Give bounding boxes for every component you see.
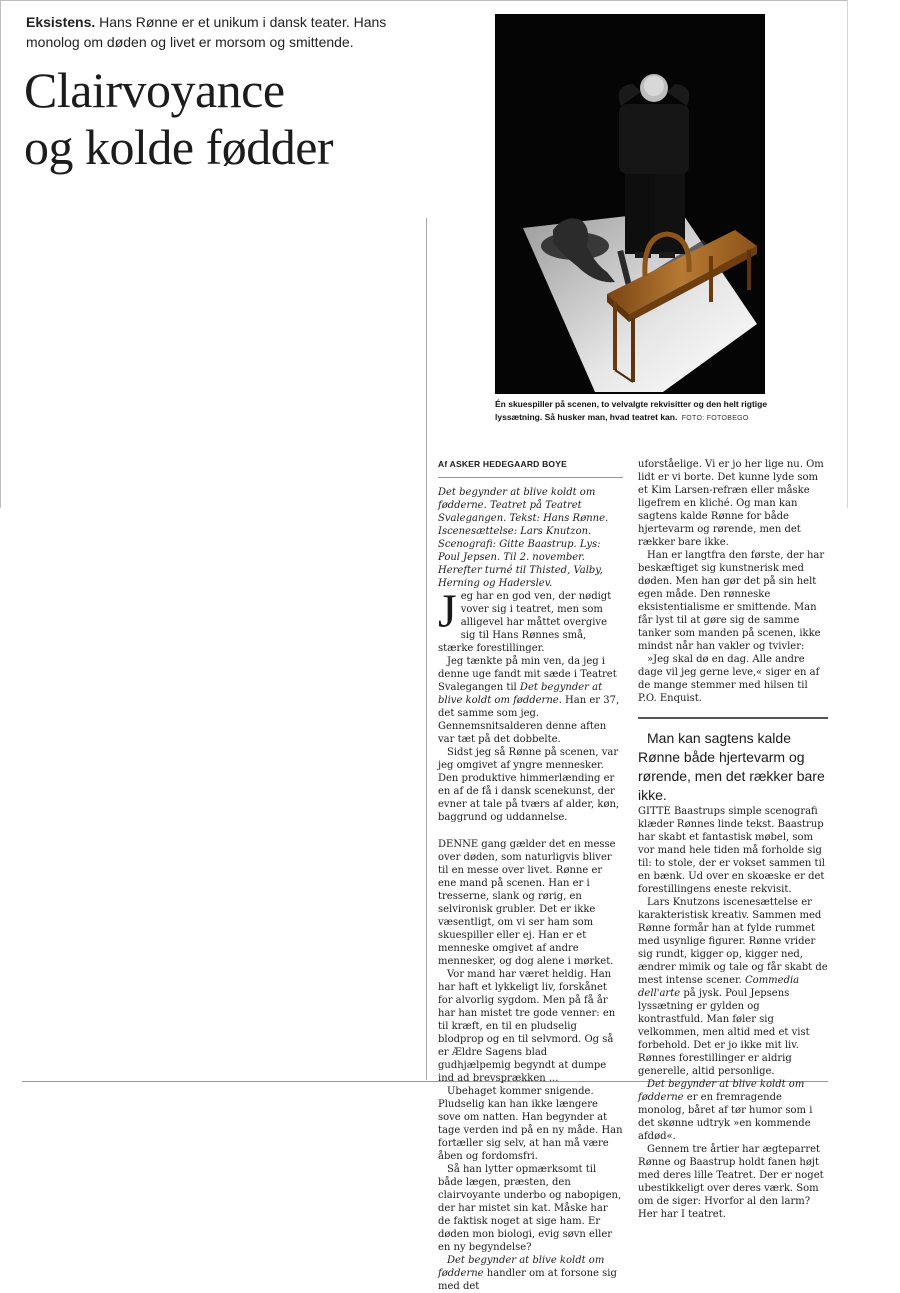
body-p8-b: handler om at forsone sig med det — [438, 1268, 617, 1292]
page-border-top — [0, 0, 848, 1]
article-column-1 — [438, 458, 623, 1293]
body-paragraph — [438, 1254, 623, 1293]
body-paragraph: Sidst jeg så Rønne på scenen, var jeg omgivet af yngre mennesker. Den produktive himmerlænding er en af de få i dansk scenekunst, der evner at tale på tværs af alder, køn, baggrund og uddannelse. — [438, 747, 620, 823]
photo-credit: FOTO: FOTOBEGO — [681, 415, 749, 422]
body-paragraph: Han er langtfra den første, der har beskæftiget sig kunstnerisk med døden. Men han gør det på sin helt egen måde. Den rønneske eksistentialisme er smittende. Man får lyst til at gøre sig de samme tanker som manden på scenen, ikke mindst når han vakler og tvivler: — [638, 550, 825, 652]
commedia-term: Commedia dell'arte — [638, 975, 800, 999]
kicker-label: Eksistens. — [26, 14, 96, 30]
body-p2-a: Jeg tænkte på min ven, da jeg i denne uge fandt mit sæde i Teatret Svalegangen til — [438, 656, 617, 693]
page-border-right — [847, 0, 848, 508]
headline — [24, 62, 444, 176]
pullquote-rule — [638, 717, 828, 719]
body-c2-p5-b: på jysk. Poul Jepsens lyssætning er gylden og kontrastfuld. Man føler sig velkommen, men altid med et vist forbehold. Det er jo ikke mit liv. Rønnes forestillinger er aldrig generelle, altid personlige. — [638, 988, 810, 1077]
body-paragraph: DENNE gang gælder det en messe over døden, som naturligvis bliver til en messe over livet. Rønne er ene mand på scenen. Han er i tresserne, slank og rørig, en selvironisk grubler. Det er ikke væsentligt, om vi ser ham som skuespiller eller ej. Han er et menneske omgivet af andre mennesker, og dog alene i mørket. — [438, 839, 616, 967]
body-paragraph: uforståelige. Vi er jo her lige nu. Om lidt er vi borte. Det kunne lyde som et Kim Larsen-refræn eller måske ligefrem en kliché. Og man kan sagtens kalde Rønne for både hjertevarm og rørende, men det rækker bare ikke. — [638, 459, 824, 548]
body-paragraph — [638, 1078, 828, 1143]
play-title: Det begynder at blive koldt om fødderne — [638, 1079, 805, 1103]
article-column-2 — [638, 458, 828, 1221]
body-paragraph: Så han lytter opmærksomt til både lægen, præsten, den clairvoyante underbo og nabopigen, der har mistet sin kat. Måske har de faktisk noget at sige ham. Er døden mon biologi, evig søvn eller en ny begyndelse? — [438, 1164, 622, 1253]
play-title: Det begynder at blive koldt om fødderne — [438, 1255, 605, 1279]
body-paragraph: »Jeg skal dø en dag. Alle andre dage vil jeg gerne leve,« siger en af de mange stemmer med hilsen til P.O. Enquist. — [638, 654, 820, 704]
article-photo — [495, 14, 765, 394]
body-paragraph: Ubehaget kommer snigende. Pludselig kan han ikke længere sove om natten. Han begynder at tage verden ind på en ny måde. Han fortæller sig selv, at han må være åben og fordomsfri. — [438, 1086, 623, 1162]
dropcap: J — [438, 585, 457, 638]
factbox-title: Det begynder at blive koldt om fødderne. — [438, 487, 596, 511]
factbox — [438, 486, 623, 590]
factbox-details: Teatret på Teatret Svalegangen. Tekst: Hans Rønne. Iscenesættelse: Lars Knutzon. Scenografi: Gitte Baastrup. Lys: Poul Jepsen. Til 2. november. Herefter turné til Thisted, Valby, Herning og Haderslev. — [438, 500, 609, 589]
byline: Af ASKER HEDEGAARD BOYE — [438, 458, 623, 478]
body-paragraph: GITTE Baastrups simple scenografi klæder Rønnes linde tekst. Baastrup har skabt et fantastisk møbel, som vor mand hele tiden må forholde sig til: to stole, der er vokset sammen til en bænk. Ud over en skoæske er det forestillingens eneste rekvisit. — [638, 806, 825, 895]
kicker — [26, 12, 426, 52]
headline-line-1: Clairvoyance — [24, 62, 285, 118]
body-paragraph — [438, 655, 623, 746]
body-c2-p6-b: er en fremragende monolog, båret af tør humor som i det skønne udtryk »en kommende afdød«. — [638, 1092, 813, 1142]
body-paragraph: Vor mand har været heldig. Han har haft et lykkeligt liv, forskånet for alvorlig sygdom. Men på få år har han mistet tre gode venner: en til kræft, en til en pludselig blodprop og en til selvmord. Og så er Ældre Sagens blad gudhjælpemig begyndt at dumpe ind ad brevsprækken ... — [438, 969, 616, 1084]
body-paragraph — [638, 896, 828, 1078]
headline-line-2: og kolde fødder — [24, 119, 334, 175]
pullquote: Man kan sagtens kalde Rønne både hjertevarm og rørende, men det rækker bare ikke. — [638, 730, 825, 803]
body-p2-b: . Han er 37, det samme som jeg. Gennemsnitsalderen denne aften var tæt på det dobbelte. — [438, 695, 620, 745]
column-rule — [426, 218, 427, 1080]
kicker-text: Hans Rønne er et unikum i dansk teater. Hans monolog om døden og livet er morsom og smittende. — [26, 14, 387, 50]
play-title: Det begynder at blive koldt om fødderne — [438, 682, 603, 706]
stage-photo-illustration — [495, 14, 765, 394]
page-border-left — [0, 0, 1, 508]
body-c2-p5-a: Lars Knutzons iscenesættelse er karakteristisk kreativ. Sammen med Rønne formår han at fylde rummet med usynlige figurer. Rønne vrider sig rundt, kigger op, kigger ned, ændrer mimik og tale og får skabt de mest intense scener. — [638, 897, 828, 986]
photo-caption-text: Én skuespiller på scenen, to velvalgte rekvisitter og den helt rigtige lyssætning. Så husker man, hvad teatret kan. — [495, 399, 768, 422]
body-p1: eg har en god ven, der nødigt vover sig i teatret, men som alligevel har måttet overgive sig til Hans Rønnes små, stærke forestillinger. — [438, 591, 612, 654]
photo-caption — [495, 398, 780, 425]
body-paragraph: Gennem tre årtier har ægteparret Rønne og Baastrup holdt fanen højt med deres lille Teatret. Der er noget ubestikkeligt over deres værk. Som om de siger: Hvorfor al den larm? Her har I teatret. — [638, 1144, 824, 1220]
body-paragraph — [438, 585, 623, 655]
